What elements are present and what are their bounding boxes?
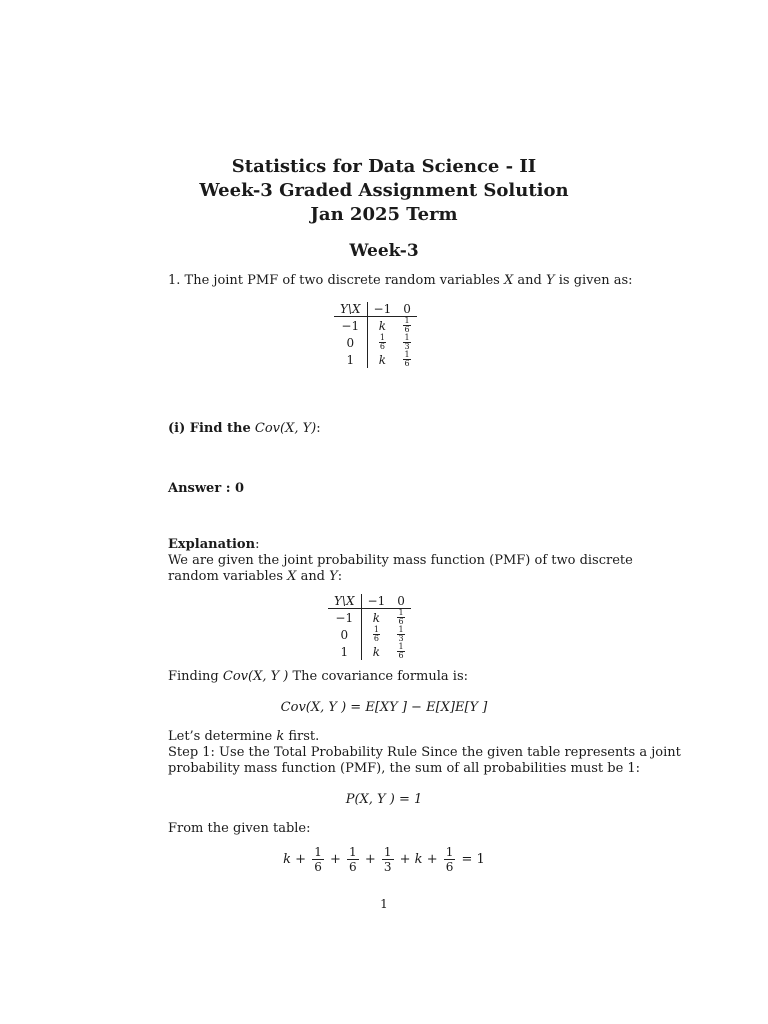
part-i-label: (i) Find the xyxy=(168,421,251,436)
pmf-table-2 xyxy=(328,594,411,660)
eq-op: + xyxy=(364,852,376,867)
table-cell: k xyxy=(372,644,380,659)
from-table-line: From the given table: xyxy=(168,821,311,836)
explanation-heading: Explanation xyxy=(168,537,256,552)
denominator: 3 xyxy=(398,634,404,643)
question-prompt-prefix: The joint PMF of two discrete random variables xyxy=(184,273,500,288)
col-header: −1 xyxy=(361,594,391,609)
finding-cov-line xyxy=(168,668,468,686)
table-cell xyxy=(391,626,411,643)
question-number: 1. xyxy=(168,273,181,288)
denominator: 6 xyxy=(398,617,404,626)
denominator: 6 xyxy=(445,860,454,874)
part-i-question xyxy=(168,420,321,438)
fraction xyxy=(403,317,410,334)
numerator: 1 xyxy=(379,333,385,342)
row-label: 1 xyxy=(328,643,361,660)
answer-label: Answer : 0 xyxy=(168,481,245,496)
table-cell xyxy=(367,334,397,351)
fraction xyxy=(347,845,359,874)
numerator: 1 xyxy=(404,316,410,325)
denominator: 6 xyxy=(373,634,379,643)
step-1-line-2: probability mass function (PMF), the sum of all probabilities must be 1: xyxy=(168,761,641,776)
fraction xyxy=(397,609,404,626)
part-i-expr: Cov(X, Y) xyxy=(254,421,317,436)
sum-equation xyxy=(0,844,768,876)
table-cell xyxy=(391,609,411,627)
fraction xyxy=(397,626,404,643)
colon: : xyxy=(337,569,343,584)
col-header: 0 xyxy=(391,594,411,609)
text-span: random variables xyxy=(168,569,284,584)
question-prompt-suffix: is given as: xyxy=(558,273,633,288)
eq-op: + xyxy=(330,852,341,867)
var-y: Y xyxy=(546,273,555,288)
var-y: Y xyxy=(329,569,338,584)
numerator: 1 xyxy=(349,845,357,859)
denominator: 6 xyxy=(379,342,385,351)
fraction xyxy=(379,334,386,351)
cov-formula: Cov(X, Y ) = E[XY ] − E[X]E[Y ] xyxy=(280,700,488,715)
and-word: and xyxy=(300,569,326,584)
col-header: 0 xyxy=(397,302,417,317)
row-label: 1 xyxy=(334,351,367,368)
part-i-colon: : xyxy=(316,421,321,436)
step-1-line-1: Step 1: Use the Total Probability Rule Since the given table represents a joint xyxy=(168,745,681,760)
numerator: 1 xyxy=(398,625,404,634)
title-line-3: Jan 2025 Term xyxy=(310,204,458,225)
table-cell xyxy=(397,334,417,351)
numerator: 1 xyxy=(404,350,410,359)
table-cell xyxy=(361,626,391,643)
title-line-1: Statistics for Data Science - II xyxy=(231,156,537,177)
explanation-para-line-2 xyxy=(168,568,342,586)
and-word: and xyxy=(517,273,542,288)
table-cell: k xyxy=(372,610,380,625)
fraction xyxy=(397,643,404,660)
numerator: 1 xyxy=(398,608,404,617)
var-k: k xyxy=(276,729,285,744)
row-label: −1 xyxy=(334,317,367,335)
fraction xyxy=(444,845,456,874)
denominator: 3 xyxy=(383,860,392,874)
total-prob-equation: P(X, Y ) = 1 xyxy=(345,792,423,807)
table-corner: Y\X xyxy=(328,594,361,609)
eq-term: k + xyxy=(283,852,307,867)
eq-term: + k + xyxy=(399,852,438,867)
fraction xyxy=(403,351,410,368)
fraction xyxy=(373,626,380,643)
explanation-colon: : xyxy=(255,537,260,552)
table-cell: k xyxy=(378,352,386,367)
table-corner: Y\X xyxy=(334,302,367,317)
denominator: 3 xyxy=(404,342,410,351)
table-cell xyxy=(397,317,417,335)
pmf-table-1 xyxy=(334,302,417,368)
fraction xyxy=(382,845,394,874)
row-label: 0 xyxy=(328,626,361,643)
numerator: 1 xyxy=(373,625,379,634)
row-label: 0 xyxy=(334,334,367,351)
var-x: X xyxy=(287,569,297,584)
numerator: 1 xyxy=(314,845,322,859)
numerator: 1 xyxy=(445,845,454,859)
denominator: 6 xyxy=(314,860,322,874)
var-x: X xyxy=(504,273,514,288)
fraction xyxy=(312,845,324,874)
title-line-2: Week-3 Graded Assignment Solution xyxy=(199,180,569,201)
denominator: 6 xyxy=(349,860,357,874)
denominator: 6 xyxy=(404,325,410,334)
section-heading: Week-3 xyxy=(349,241,419,261)
fraction xyxy=(403,334,410,351)
table-cell xyxy=(391,643,411,660)
row-label: −1 xyxy=(328,609,361,627)
denominator: 6 xyxy=(404,359,410,368)
denominator: 6 xyxy=(398,651,404,660)
numerator: 1 xyxy=(398,642,404,651)
col-header: −1 xyxy=(367,302,397,317)
numerator: 1 xyxy=(383,845,392,859)
page-number: 1 xyxy=(380,897,388,911)
table-cell xyxy=(397,351,417,368)
question-1-text xyxy=(168,272,633,290)
numerator: 1 xyxy=(404,333,410,342)
eq-op: = 1 xyxy=(461,852,485,867)
cov-expr: Cov(X, Y ) xyxy=(222,669,289,684)
text-span: Finding xyxy=(168,669,219,684)
text-span: Let’s determine xyxy=(168,729,273,744)
text-span: first. xyxy=(288,729,320,744)
explanation-para-line-1: We are given the joint probability mass function (PMF) of two discrete xyxy=(168,553,633,568)
table-cell: k xyxy=(378,318,386,333)
text-span: The covariance formula is: xyxy=(292,669,468,684)
